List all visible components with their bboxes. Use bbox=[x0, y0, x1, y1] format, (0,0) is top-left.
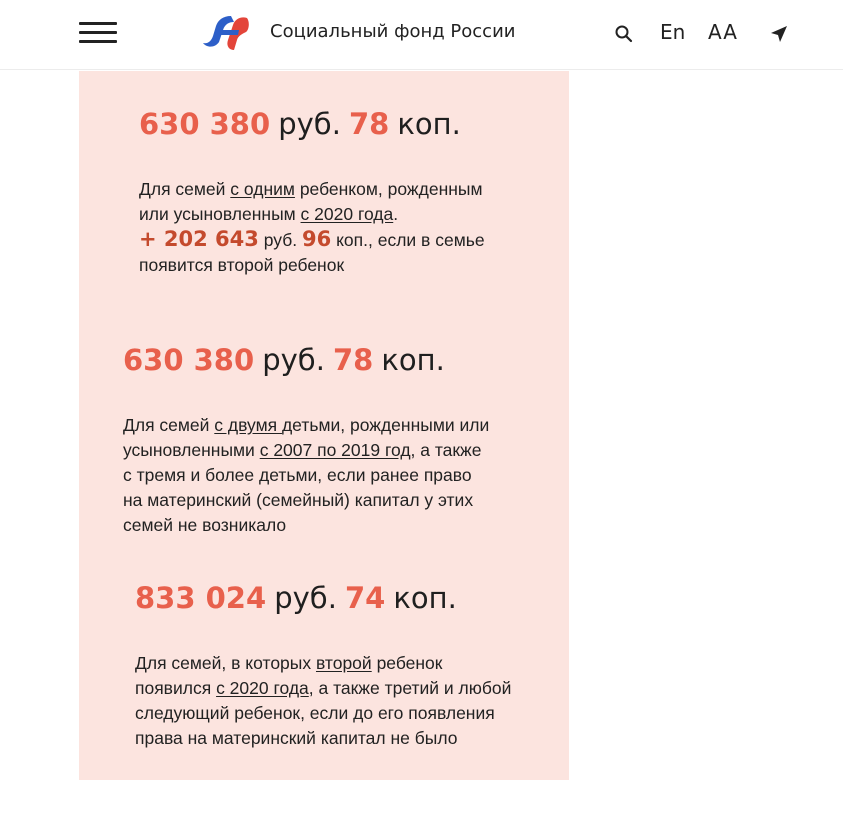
underlined-term: с 2020 года bbox=[216, 678, 309, 698]
amount-2-kop: 78 bbox=[332, 343, 374, 377]
site-header bbox=[0, 0, 843, 70]
text: детьми, рожденными или bbox=[281, 415, 490, 435]
text: следующий ребенок, если до его появления bbox=[135, 703, 495, 723]
underlined-term: с 2020 года bbox=[300, 204, 394, 224]
text: . bbox=[393, 204, 399, 224]
text: на материнский (семейный) капитал у этих bbox=[123, 490, 474, 510]
amount-2-rub-unit: руб. bbox=[262, 343, 325, 377]
amount-3-rub-unit: руб. bbox=[274, 581, 337, 615]
location-arrow-icon[interactable] bbox=[769, 24, 789, 44]
amount-2-rub: 630 380 bbox=[123, 343, 255, 377]
sfr-logo[interactable] bbox=[201, 12, 249, 52]
brand-name[interactable]: Социальный фонд России bbox=[270, 21, 516, 42]
description-2 bbox=[123, 413, 489, 538]
underlined-term: с двумя bbox=[214, 415, 282, 435]
amount-3-kop: 74 bbox=[344, 581, 386, 615]
text: с тремя и более детьми, если ранее право bbox=[123, 465, 472, 485]
amount-3-rub: 833 024 bbox=[135, 581, 267, 615]
text: усыновленными bbox=[123, 440, 260, 460]
amount-3 bbox=[135, 581, 457, 616]
amount-2-kop-unit: коп. bbox=[381, 343, 445, 377]
underlined-term: с 2007 по 2019 год bbox=[259, 440, 411, 460]
amount-1-kop: 78 bbox=[348, 107, 390, 141]
description-3 bbox=[135, 651, 511, 751]
font-size-toggle[interactable]: AA bbox=[708, 20, 738, 44]
text: , а также bbox=[410, 440, 482, 460]
text: Для семей, в которых bbox=[135, 653, 316, 673]
text: коп., если в семье bbox=[331, 230, 485, 250]
hamburger-menu-icon[interactable] bbox=[79, 22, 117, 44]
text: ребенком, рожденным bbox=[294, 179, 483, 199]
text: ребенок bbox=[371, 653, 443, 673]
underlined-term: с одним bbox=[230, 179, 295, 199]
amount-1-rub: 630 380 bbox=[139, 107, 271, 141]
text: Для семей bbox=[123, 415, 215, 435]
text: появился bbox=[135, 678, 217, 698]
search-icon[interactable] bbox=[614, 24, 634, 44]
amount-3-kop-unit: коп. bbox=[393, 581, 457, 615]
text: , а также третий и любой bbox=[308, 678, 512, 698]
description-1 bbox=[139, 177, 485, 278]
text: или усыновленным bbox=[139, 204, 301, 224]
amount-1-rub-unit: руб. bbox=[278, 107, 341, 141]
text: появится второй ребенок bbox=[139, 255, 345, 275]
extra-kop: 96 bbox=[301, 227, 332, 251]
amount-2 bbox=[123, 343, 445, 378]
amount-1 bbox=[139, 107, 461, 142]
text: Для семей bbox=[139, 179, 231, 199]
text: права на материнский капитал не было bbox=[135, 728, 458, 748]
text: руб. bbox=[258, 230, 302, 250]
maternity-capital-panel bbox=[79, 71, 569, 780]
underlined-term: второй bbox=[315, 653, 372, 673]
extra-amount: + 202 643 bbox=[139, 227, 259, 251]
amount-1-kop-unit: коп. bbox=[397, 107, 461, 141]
language-switch[interactable]: En bbox=[660, 20, 686, 44]
text: семей не возникало bbox=[123, 515, 287, 535]
